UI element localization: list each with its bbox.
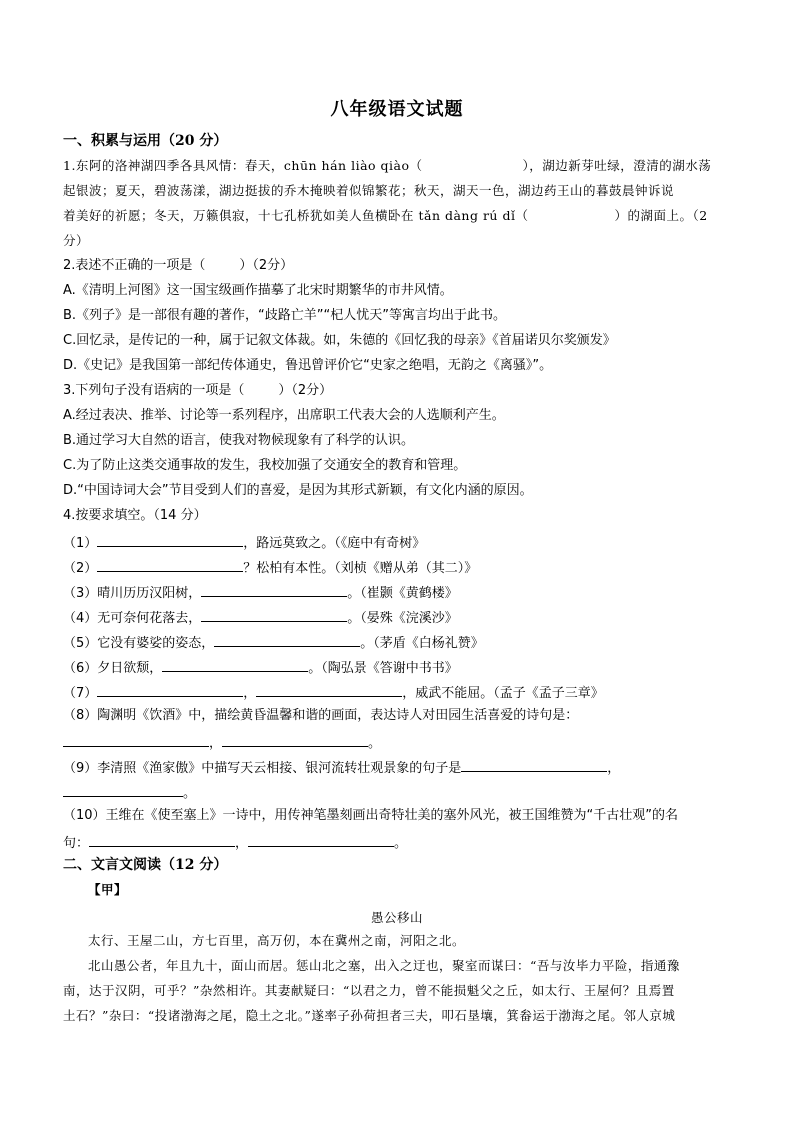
q3-option-d: D.“中国诗词大会”节目受到人们的喜爱，是因为其形式新颖，有文化内涵的原因。 [63,483,533,498]
q4-item-2-text: ？松柏有本性。（刘桢《赠从弟（其二）》 [243,561,478,576]
q4-item-3-blank[interactable] [201,583,347,597]
q4-item-7-text: ，威武不能屈。（孟子《孟子三章》 [402,686,604,701]
q1-line4: 分） [63,233,90,248]
q4-item-1 [63,533,425,552]
q4-item-10-period: 。 [394,836,408,851]
q4-item-5-text: （5）它没有婆娑的姿态， [63,636,215,651]
section1-heading: 一、积累与运用（20 分） [63,133,228,149]
passage-paragraph-2-line1: 北山愚公者，年且九十，面山而居。惩山北之塞，出入之迂也，聚室而谋曰：“吾与汝毕力平险，指通豫 [88,958,680,973]
q1-line3-tail: ）的湖面上。（2 [614,208,708,223]
q4-item-2-blank[interactable] [97,558,243,572]
q4-item-1-num: （1） [63,536,98,551]
q4-item-5-source: 。（茅盾《白杨礼赞》 [360,636,484,651]
q4-item-10-blank-2[interactable] [248,833,394,847]
q1-line1-tail: ），湖边新芽吐绿，澄清的湖水荡 [522,158,712,173]
q2-stem-text: 2.表述不正确的一项是（ [63,258,206,273]
q2-score: ）（2分） [239,258,294,273]
passage-title: 愚公移山 [370,910,423,925]
q4-item-2 [63,558,477,577]
q2-option-d: D.《史记》是我国第一部纪传体通史，鲁迅曾评价它“史家之绝唱，无韵之《离骚》”。 [63,358,553,373]
q4-item-9-blank-1[interactable] [461,758,607,772]
q4-item-6-blank[interactable] [162,658,308,672]
passage-paragraph-1: 太行、王屋二山，方七百里，高万仞，本在冀州之南，河阳之北。 [88,933,466,948]
q4-item-10-blank-1[interactable] [89,833,235,847]
q4-item-3-text: （3）晴川历历汉阳树， [63,586,202,601]
q4-item-7-blank-2[interactable] [256,683,402,697]
q2-stem [63,258,293,274]
q3-score: ）（2分） [278,383,333,398]
q4-item-4-blank[interactable] [201,608,347,622]
q4-item-5-blank[interactable] [214,633,360,647]
q4-item-7-num: （7） [63,686,98,701]
q1-line2: 起银波；夏天，碧波荡漾，湖边挺拔的乔木掩映着似锦繁花；秋天，湖天一色，湖边药王山的暮鼓晨钟诉说 [63,183,675,198]
q4-item-10-line2 [63,833,407,852]
q4-item-8-period: 。 [368,736,382,751]
q4-item-9-blank-2[interactable] [63,783,183,797]
q4-item-1-blank[interactable] [97,533,243,547]
q4-item-4-source: 。（晏殊《浣溪沙》 [347,611,458,626]
q4-item-10-label: 句： [63,836,90,851]
q4-item-9-line2 [63,783,196,802]
q4-item-8-comma: ， [209,736,223,751]
q4-item-8-blank-2[interactable] [222,733,368,747]
q4-item-4-text: （4）无可奈何花落去， [63,611,202,626]
q4-item-6 [63,658,458,677]
q1-line1 [63,158,711,173]
q4-item-10-comma: ， [235,836,249,851]
q2-option-b: B.《列子》是一部很有趣的著作，“歧路亡羊”“杞人忧天”等寓言均出于此书。 [63,308,506,323]
q3-stem [63,383,332,399]
q4-item-9-line1 [63,758,620,777]
q4-item-9-text: （9）李清照《渔家傲》中描写天云相接、银河流转壮观景象的句子是 [63,761,462,776]
q2-option-c: C.回忆录，是传记的一种，属于记叙文体裁。如，朱德的《回忆我的母亲》《首届诺贝尔奖颁发》 [63,333,616,348]
section2-heading: 二、文言文阅读（12 分） [63,857,228,873]
q1-line1-text: 1.东阿的洛神湖四季各具风情：春天，chūn hán liào qiào（ [63,158,423,173]
q4-item-7-comma: ， [243,686,257,701]
page-title: 八年级语文试题 [330,99,464,120]
q4-item-3 [63,583,458,602]
q3-option-c: C.为了防止这类交通事故的发生，我校加强了交通安全的教育和管理。 [63,458,467,473]
q4-item-7 [63,683,604,702]
q4-item-1-text: ，路远莫致之。（《庭中有奇树》 [243,536,426,551]
q4-item-9-comma: ， [607,761,621,776]
q1-line3-text: 着美好的祈愿；冬天，万籁俱寂，十七孔桥犹如美人鱼横卧在 tǎn dàng rú dǐ（ [63,208,529,223]
q4-stem: 4.按要求填空。（14 分） [63,508,207,523]
q4-item-8-line2 [63,733,381,752]
q4-item-6-source: 。（陶弘景《答谢中书书》 [308,661,458,676]
q4-item-7-blank-1[interactable] [97,683,243,697]
passage-paragraph-2-line2: 南，达于汉阴，可乎？”杂然相许。其妻献疑曰：“以君之力，曾不能损魁父之丘，如太行、王屋何？且焉置 [63,983,675,998]
q4-item-2-num: （2） [63,561,98,576]
q3-option-b: B.通过学习大自然的语言，使我对物候现象有了科学的认识。 [63,433,415,448]
passage-paragraph-2-line3: 土石？”杂曰：“投诸渤海之尾，隐土之北。”遂率子孙荷担者三夫，叩石垦壤，箕畚运于渤海之尾。邻人京城 [63,1008,676,1023]
q4-item-8-blank-1[interactable] [63,733,209,747]
q4-item-9-period: 。 [183,786,197,801]
passage-part-label: 【甲】 [88,882,128,897]
q4-item-10-line1: （10）王维在《使至塞上》一诗中，用传神笔墨刻画出奇特壮美的塞外风光，被王国维赞为“千古壮观”的名 [63,808,679,823]
q4-item-8-line1: （8）陶渊明《饮酒》中，描绘黄昏温馨和谐的画面，表达诗人对田园生活喜爱的诗句是： [63,708,579,723]
q4-item-5 [63,633,484,652]
q4-item-6-text: （6）夕日欲颓， [63,661,163,676]
q1-line3 [63,208,708,223]
q3-option-a: A.经过表决、推举、讨论等一系列程序，出席职工代表大会的人选顺利产生。 [63,408,505,423]
q3-stem-text: 3.下列句子没有语病的一项是（ [63,383,245,398]
q4-item-4 [63,608,458,627]
q2-option-a: A.《清明上河图》这一国宝级画作描摹了北宋时期繁华的市井风情。 [63,283,453,298]
q4-item-3-source: 。（崔颢《黄鹤楼》 [347,586,458,601]
